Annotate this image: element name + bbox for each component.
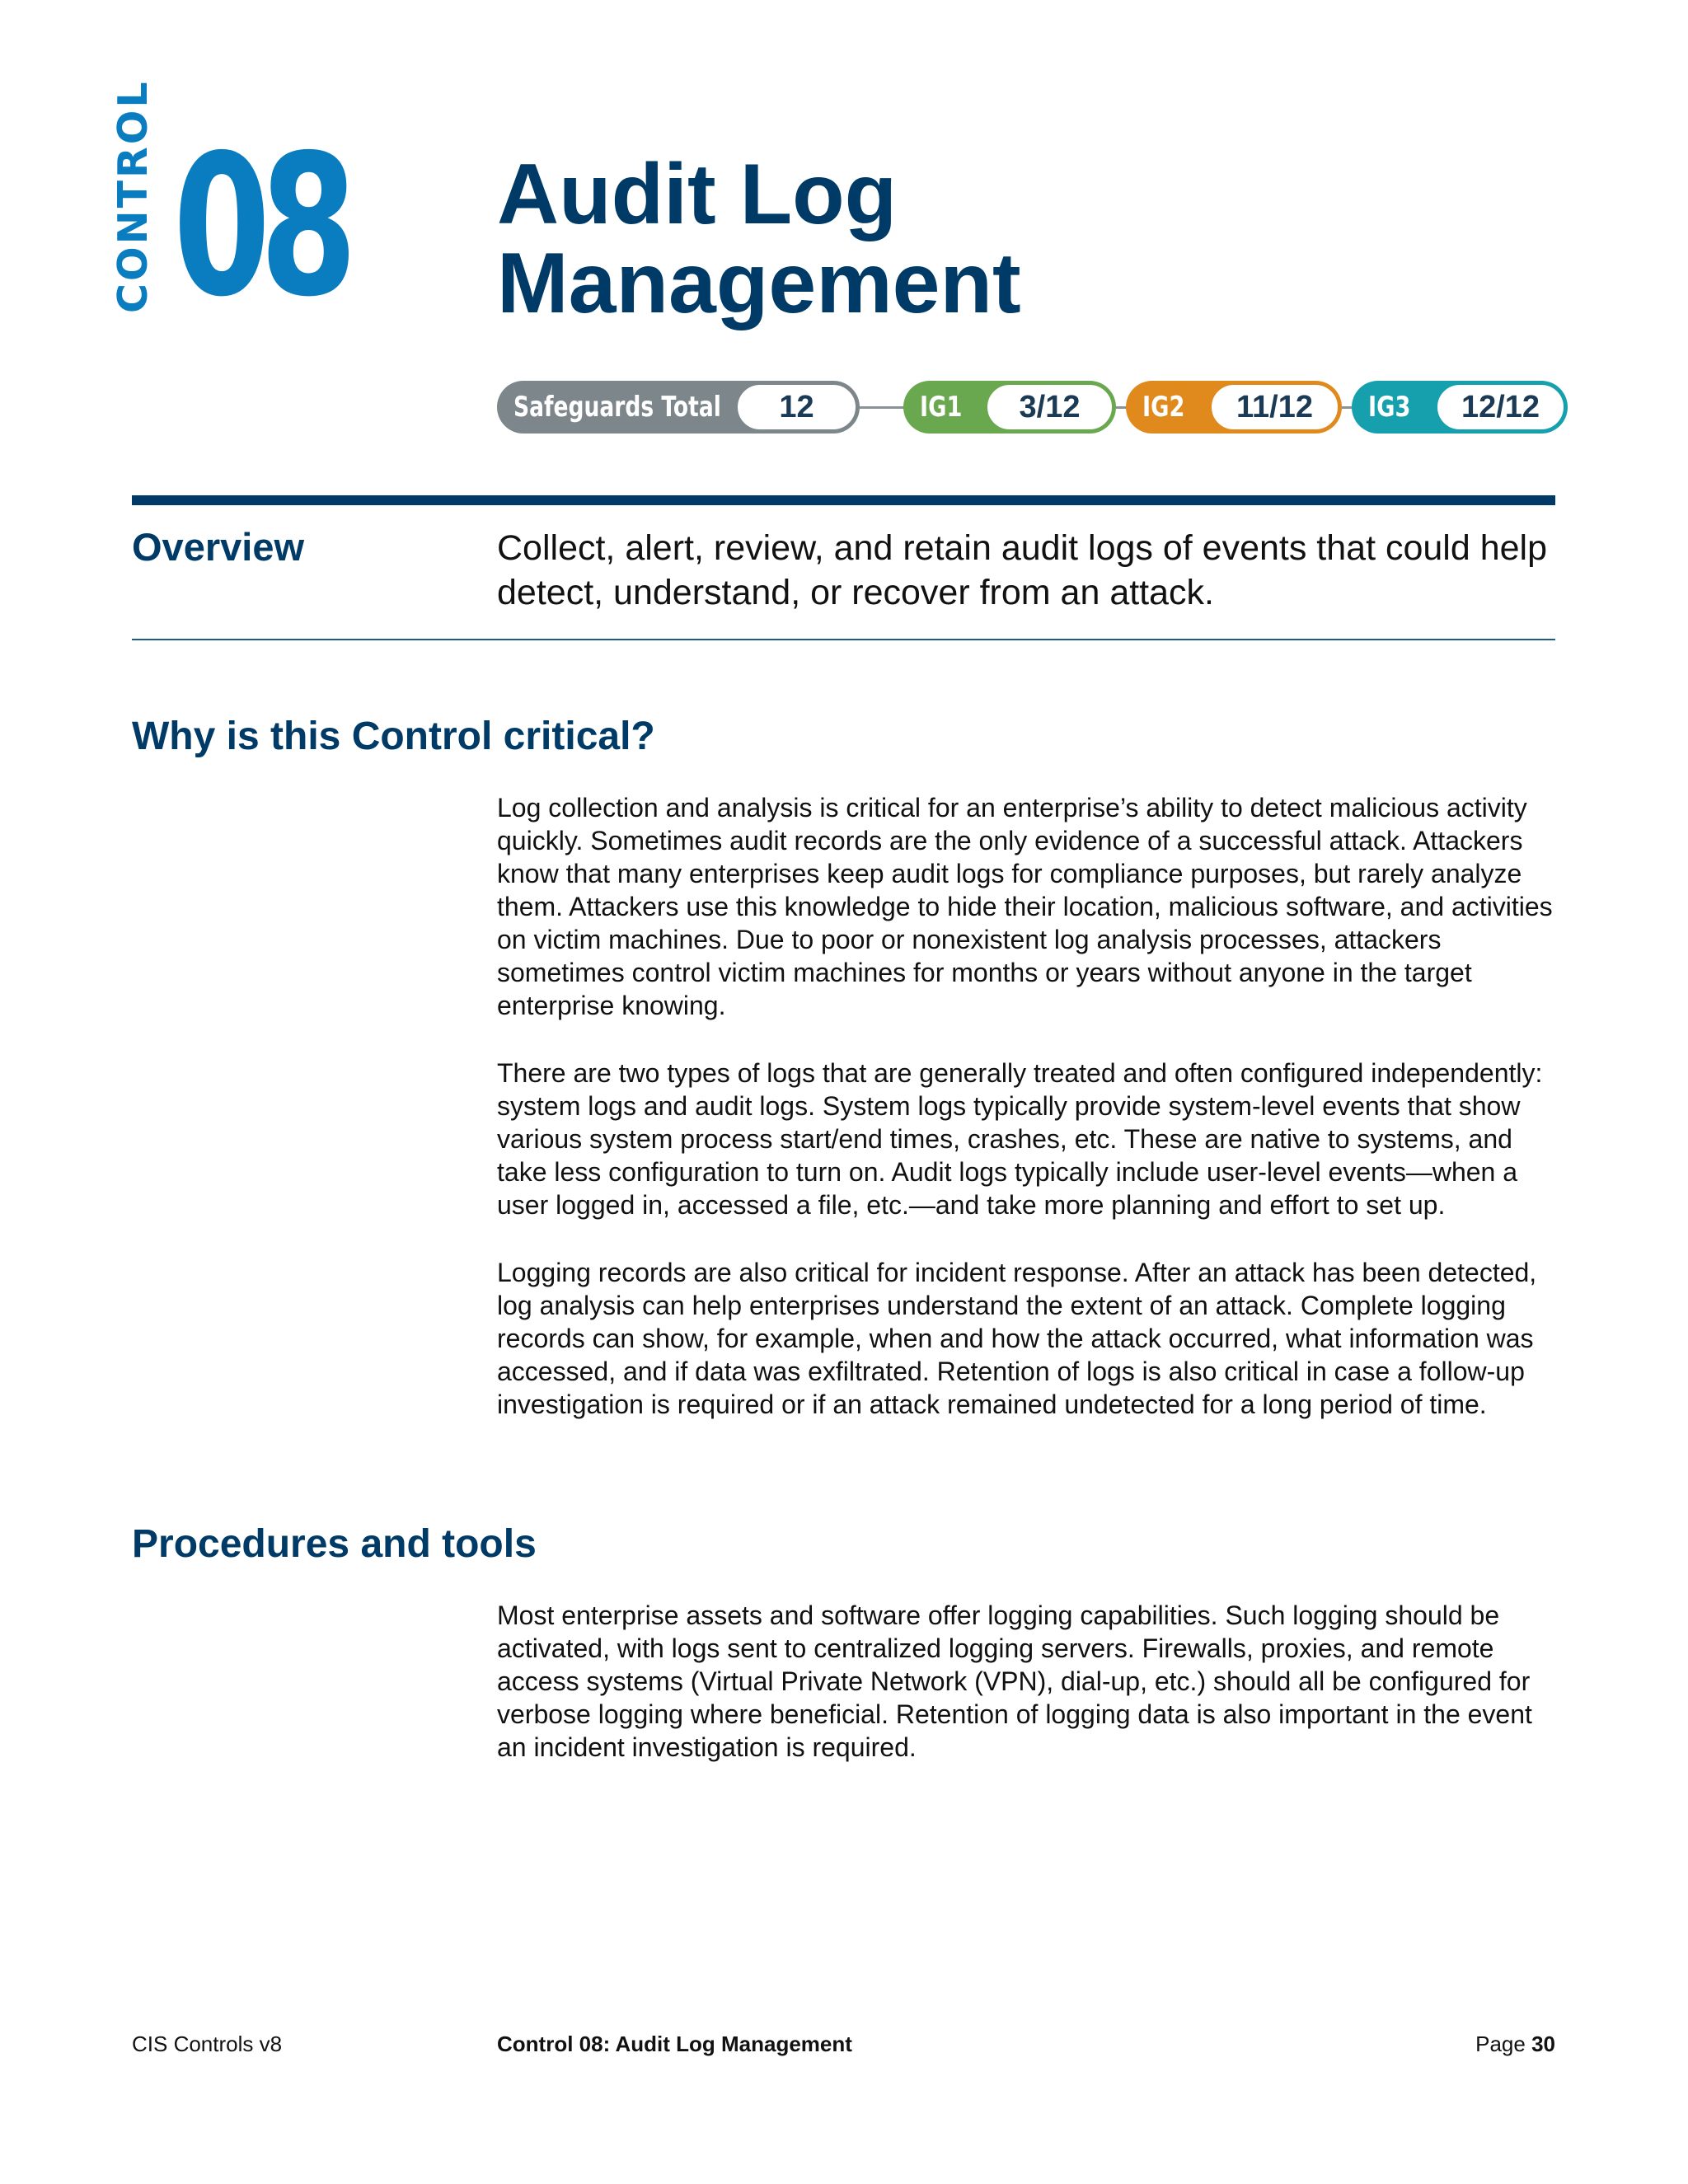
ig1-label: IG1 xyxy=(920,391,963,424)
footer-doc-title: CIS Controls v8 xyxy=(132,2032,283,2056)
safeguards-total-pill xyxy=(497,381,860,434)
page-title xyxy=(497,147,1568,331)
overview-text: Collect, alert, review, and retain audit logs of events that could help detect, understand, or recover from an attack. xyxy=(497,528,1548,612)
ig1-value: 3/12 xyxy=(986,383,1114,431)
footer-section-title: Control 08: Audit Log Management xyxy=(497,2032,852,2056)
overview-heading: Overview xyxy=(132,525,305,569)
ig3-label: IG3 xyxy=(1368,391,1411,424)
control-number: 08 xyxy=(173,113,347,340)
ig3-value: 12/12 xyxy=(1436,383,1565,431)
why-paragraph-3: Logging records are also critical for incident response. After an attack has been detected, log analysis can help enterprises understand the extent of an attack. Complete logging records can show, for example, when and how the attack occurred, what information was accessed, and if data was exfiltrated. Retention of logs is also critical in case a follow-up investigation is required or if an attack remained undetected for a long period of time. xyxy=(497,1258,1537,1419)
ig3-pill xyxy=(1352,381,1568,434)
ig2-label: IG2 xyxy=(1142,391,1185,424)
footer-page-label: Page xyxy=(1475,2032,1526,2056)
ig2-value: 11/12 xyxy=(1210,383,1339,431)
why-paragraph-1: Log collection and analysis is critical for an enterprise’s ability to detect malicious activity quickly. Sometimes audit records are the only evidence of a successful attack. Attackers know that many enterprises keep audit logs for compliance purposes, but rarely analyze them. Attackers use this knowledge to hide their location, malicious software, and activities on victim machines. Due to poor or nonexistent log analysis processes, attackers sometimes control victim machines for months or years without anyone in the target enterprise knowing. xyxy=(497,793,1553,1020)
why-heading: Why is this Control critical? xyxy=(132,715,655,758)
pill-connector xyxy=(860,406,905,409)
safeguards-total-value: 12 xyxy=(736,383,857,431)
procedures-paragraph-1: Most enterprise assets and software offer logging capabilities. Such logging should be activated, with logs sent to centralized logging servers. Firewalls, proxies, and remote access systems (Virtual Private Network (VPN), dial-up, etc.) should all be configured for verbose logging where beneficial. Retention of logging data is also important in the event an incident investigation is required. xyxy=(497,1601,1532,1762)
safeguards-total-label: Safeguards Total xyxy=(513,391,721,424)
control-label: CONTROL xyxy=(110,79,157,313)
footer-page-number: 30 xyxy=(1531,2032,1555,2056)
title-line-1: Audit Log xyxy=(497,147,898,242)
section-divider-thin xyxy=(132,639,1555,640)
why-paragraph-2: There are two types of logs that are generally treated and often configured independently: system logs and audit logs. System logs typically provide system-level events that show various system process start/end times, crashes, etc. These are native to systems, and take less configuration to turn on. Audit logs typically include user-level events—when a user logged in, accessed a file, etc.—and take more planning and effort to set up. xyxy=(497,1058,1543,1220)
ig1-pill xyxy=(903,381,1116,434)
procedures-heading: Procedures and tools xyxy=(132,1522,537,1566)
section-divider-thick xyxy=(132,495,1555,505)
footer-page xyxy=(1475,2032,1555,2057)
ig2-pill xyxy=(1126,381,1342,434)
title-line-2: Management xyxy=(497,236,1021,331)
